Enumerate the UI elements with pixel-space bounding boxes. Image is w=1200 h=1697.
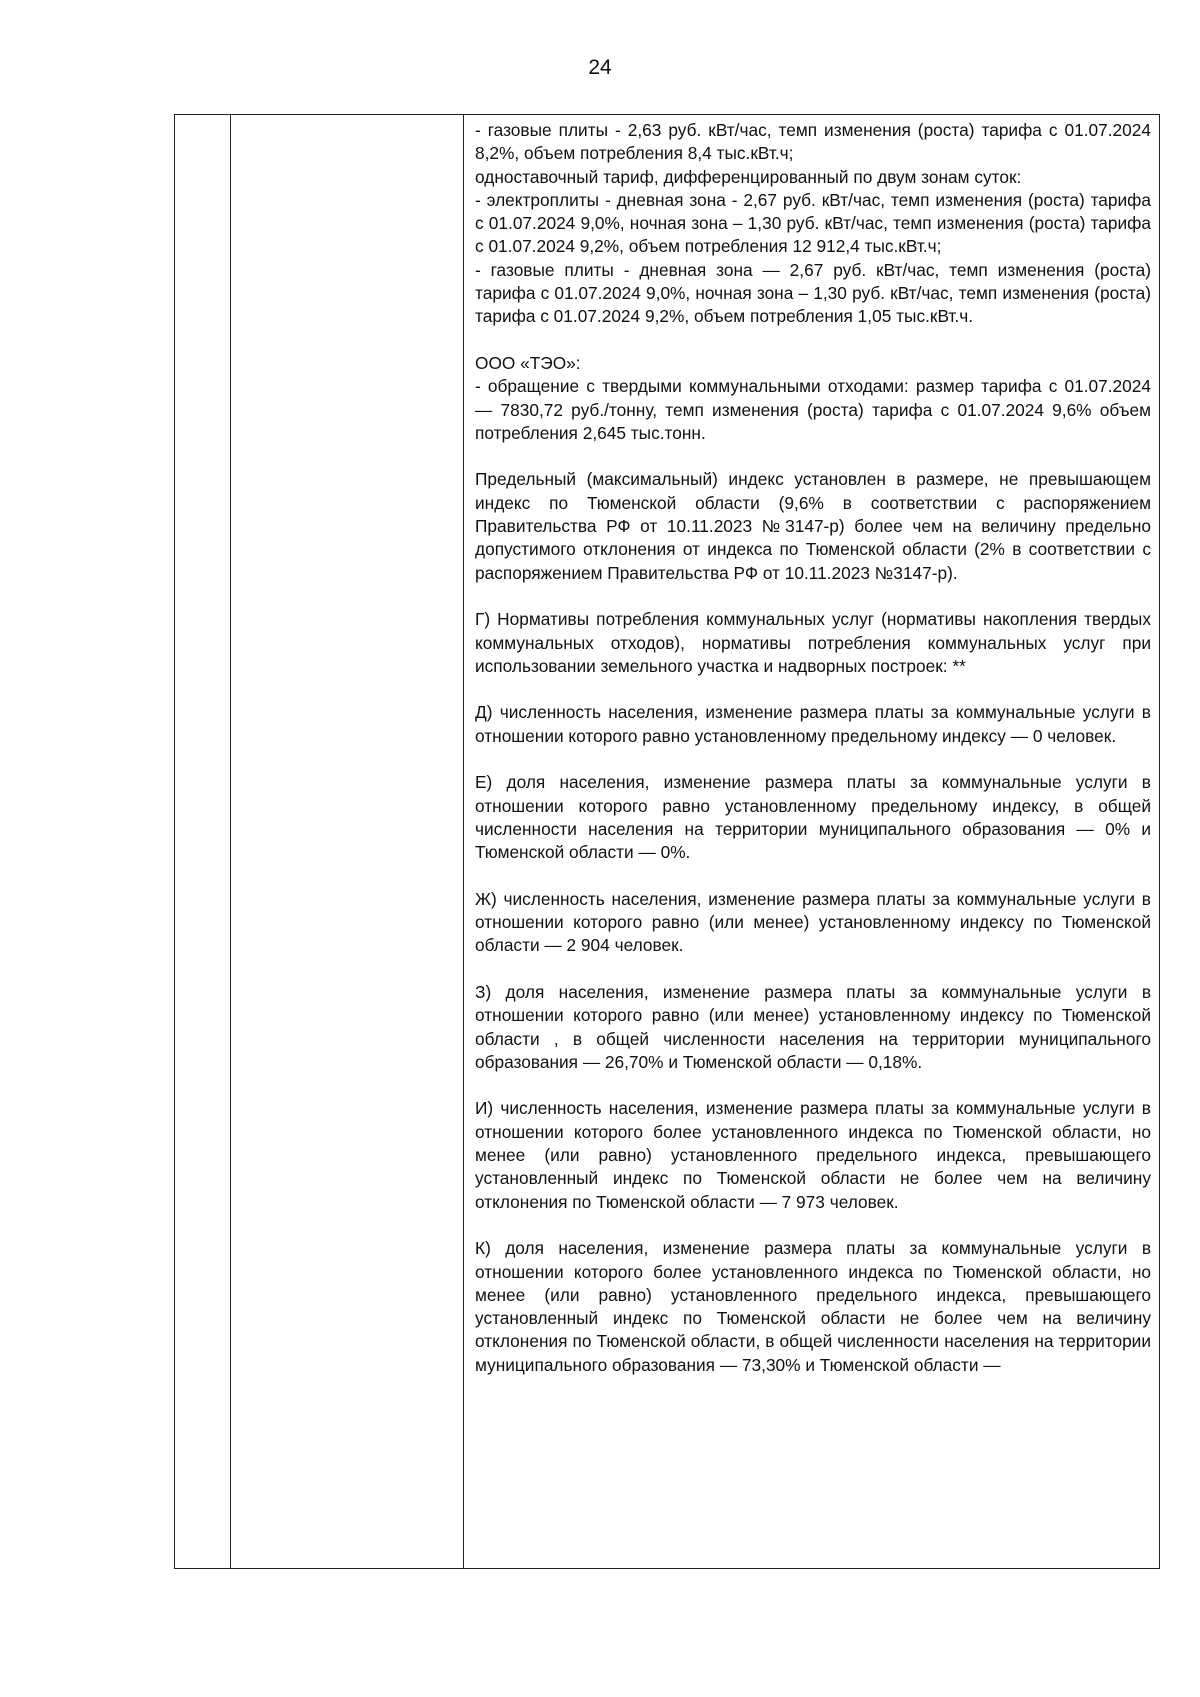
paragraph-k: К) доля населения, изменение размера платы за коммунальные услуги в отношении которого более установленного индекса по Тюменской области, но менее (или равно) установленного предельного индекса, превышающего установленный индекс по Тюменской области не более чем на величину отклонения по Тюменской области, в общей численности населения на территории муниципального образования — 73,30% и Тюменской области — [475,1238,1151,1375]
paragraph-i: И) численность населения, изменение размера платы за коммунальные услуги в отношении которого более установленного индекса по Тюменской области, но менее (или равно) установленного предельного индекса, превышающего установленный индекс по Тюменской области не более чем на величину отклонения по Тюменской области — 7 973 человек. [475,1098,1151,1212]
table-column-divider [463,115,464,1568]
table-cell-content [475,119,1151,1377]
paragraph-teo: ООО «ТЭО»: - обращение с твердыми коммунальными отходами: размер тарифа с 01.07.2024 — 7830,72 руб./тонну, темп изменения (роста) тарифа с 01.07.2024 9,6% объем потребления 2,645 тыс.тонн. [475,352,1151,443]
paragraph-e: Е) доля населения, изменение размера платы за коммунальные услуги в отношении которого равно установленному предельному индексу, в общей численности населения на территории муниципального образования — 0% и Тюменской области — 0%. [475,772,1151,863]
document-table [174,114,1160,1569]
paragraph-g: Г) Нормативы потребления коммунальных услуг (нормативы накопления твердых коммунальных отходов), нормативы потребления коммунальных услуг при использовании земельного участка и надворных построек: ** [475,609,1151,676]
page-number: 24 [588,56,612,79]
paragraph-max-index: Предельный (максимальный) индекс установлен в размере, не превышающем индекс по Тюменской области (9,6% в соответствии с распоряжением Правительства РФ от 10.11.2023 №3147-р) более чем на величину предельно допустимого отклонения от индекса по Тюменской области (2% в соответствии с распоряжением Правительства РФ от 10.11.2023 №3147-р). [475,469,1151,583]
paragraph-zh: Ж) численность населения, изменение размера платы за коммунальные услуги в отношении которого равно (или менее) установленному индексу по Тюменской области — 2 904 человек. [475,888,1151,956]
paragraph-tariffs: - газовые плиты - 2,63 руб. кВт/час, темп изменения (роста) тарифа с 01.07.2024 8,2%, объем потребления 8,4 тыс.кВт.ч; одноставочный тариф, дифференцированный по двум зонам суток: - электроплиты - дневная зона - 2,67 руб. кВт/час, темп изменения (роста) тарифа с 01.07.2024 9,0%, ночная зона – 1,30 руб. кВт/час, темп изменения (роста) тарифа с 01.07.2024 9,2%, объем потребления 12 912,4 тыс.кВт.ч; - газовые плиты - дневная зона — 2,67 руб. кВт/час, темп изменения (роста) тарифа с 01.07.2024 9,0%, ночная зона – 1,30 руб. кВт/час, темп изменения (роста) тарифа с 01.07.2024 9,2%, объем потребления 1,05 тыс.кВт.ч. [475,120,1151,327]
table-column-divider [230,115,231,1568]
paragraph-z: З) доля населения, изменение размера платы за коммунальные услуги в отношении которого равно (или менее) установленному индексу по Тюменской области , в общей численности населения на территории муниципального образования — 26,70% и Тюменской области — 0,18%. [475,981,1151,1072]
paragraph-d: Д) численность населения, изменение размера платы за коммунальные услуги в отношении которого равно установленному предельному индексу — 0 человек. [475,702,1151,746]
